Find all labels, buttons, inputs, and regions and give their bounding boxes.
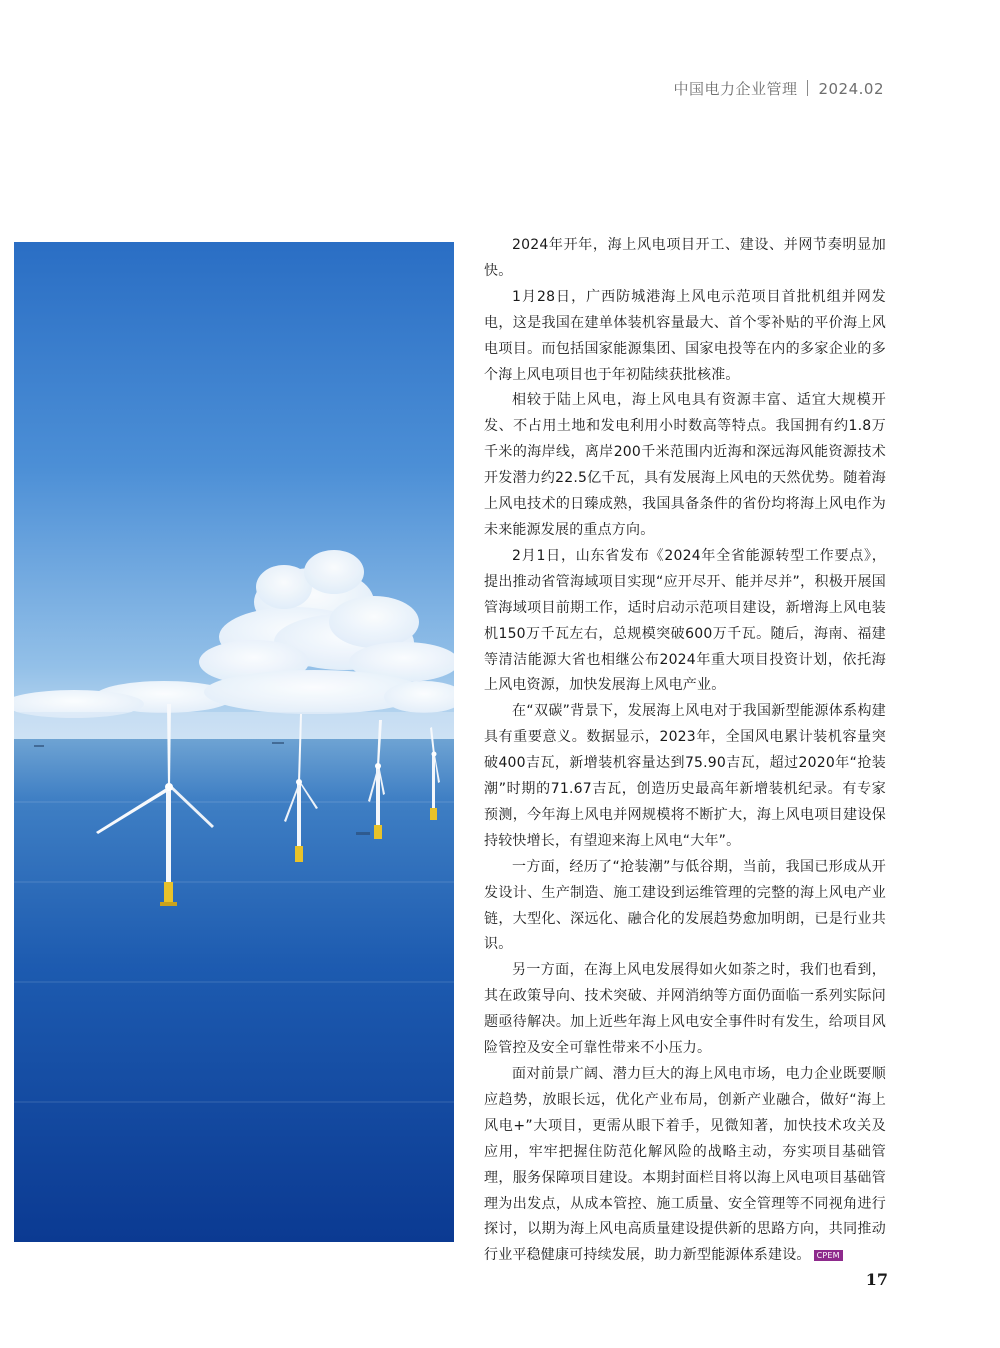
article-paragraph: 一方面，经历了“抢装潮”与低谷期，当前，我国已形成从开发设计、生产制造、施工建设到运维管理的完整的海上风电产业链，大型化、深远化、融合化的发展趋势愈加明朗，已是行业共识。 [484,858,886,953]
page-number: 17 [865,1270,888,1289]
article-paragraph: 1月28日，广西防城港海上风电示范项目首批机组并网发电，这是我国在建单体装机容量最大、首个零补贴的平价海上风电项目。而包括国家能源集团、国家电投等在内的多家企业的多个海上风电项目也于年初陆续获批核准。 [484,288,886,383]
photo-illustration [14,242,454,1242]
cpem-end-badge: CPEM [814,1250,843,1261]
header-divider [807,80,808,96]
article-paragraph-text: 面对前景广阔、潜力巨大的海上风电市场，电力企业既要顺应趋势，放眼长远，优化产业布局，创新产业融合，做好“海上风电+”大项目，更需从眼下着手，见微知著，加快技术攻关及应用，牢牢把握住防范化解风险的战略主动，夯实项目基础管理，服务保障项目建设。本期封面栏目将以海上风电项目基础管理为出发点，从成本管控、施工质量、安全管理等不同视角进行探讨，以期为海上风电高质量建设提供新的思路方向，共同推动行业平稳健康可持续发展，助力新型能源体系建设。 [484,1066,886,1264]
article-paragraph: 相较于陆上风电，海上风电具有资源丰富、适宜大规模开发、不占用土地和发电利用小时数高等特点。我国拥有约1.8万千米的海岸线，离岸200千米范围内近海和深远海风能资源技术开发潜力约22.5亿千瓦，具有发展海上风电的天然优势。随着海上风电技术的日臻成熟，我国具备条件的省份均将海上风电作为未来能源发展的重点方向。 [484,392,886,538]
article-paragraph: 在“双碳”背景下，发展海上风电对于我国新型能源体系构建具有重要意义。数据显示，2023年，全国风电累计装机容量突破400吉瓦，新增装机容量达到75.90吉瓦，超过2020年“抢装潮”时期的71.67吉瓦，创造历史最高年新增装机纪录。有专家预测，今年海上风电并网规模将不断扩大，海上风电项目建设保持较快增长，有望迎来海上风电“大年”。 [484,703,886,849]
article-paragraph: 2024年开年，海上风电项目开工、建设、并网节奏明显加快。 [484,237,886,279]
issue-number: 2024.02 [818,80,884,98]
article-paragraph: 另一方面，在海上风电发展得如火如荼之时，我们也看到，其在政策导向、技术突破、并网消纳等方面仍面临一系列实际问题亟待解决。加上近些年海上风电安全事件时有发生，给项目风险管控及安全可靠性带来不小压力。 [484,962,886,1057]
article-paragraph: 2月1日，山东省发布《2024年全省能源转型工作要点》，提出推动省管海域项目实现“应开尽开、能并尽并”，积极开展国管海域项目前期工作，适时启动示范项目建设，新增海上风电装机150万千瓦左右，总规模突破600万千瓦。随后，海南、福建等清洁能源大省也相继公布2024年重大项目投资计划，依托海上风电资源，加快发展海上风电产业。 [484,547,886,694]
running-header [673,78,884,99]
offshore-wind-farm-photo [14,242,454,1242]
article-final-paragraph [484,1062,886,1269]
article-body [484,233,886,1269]
magazine-title: 中国电力企业管理 [673,80,798,98]
